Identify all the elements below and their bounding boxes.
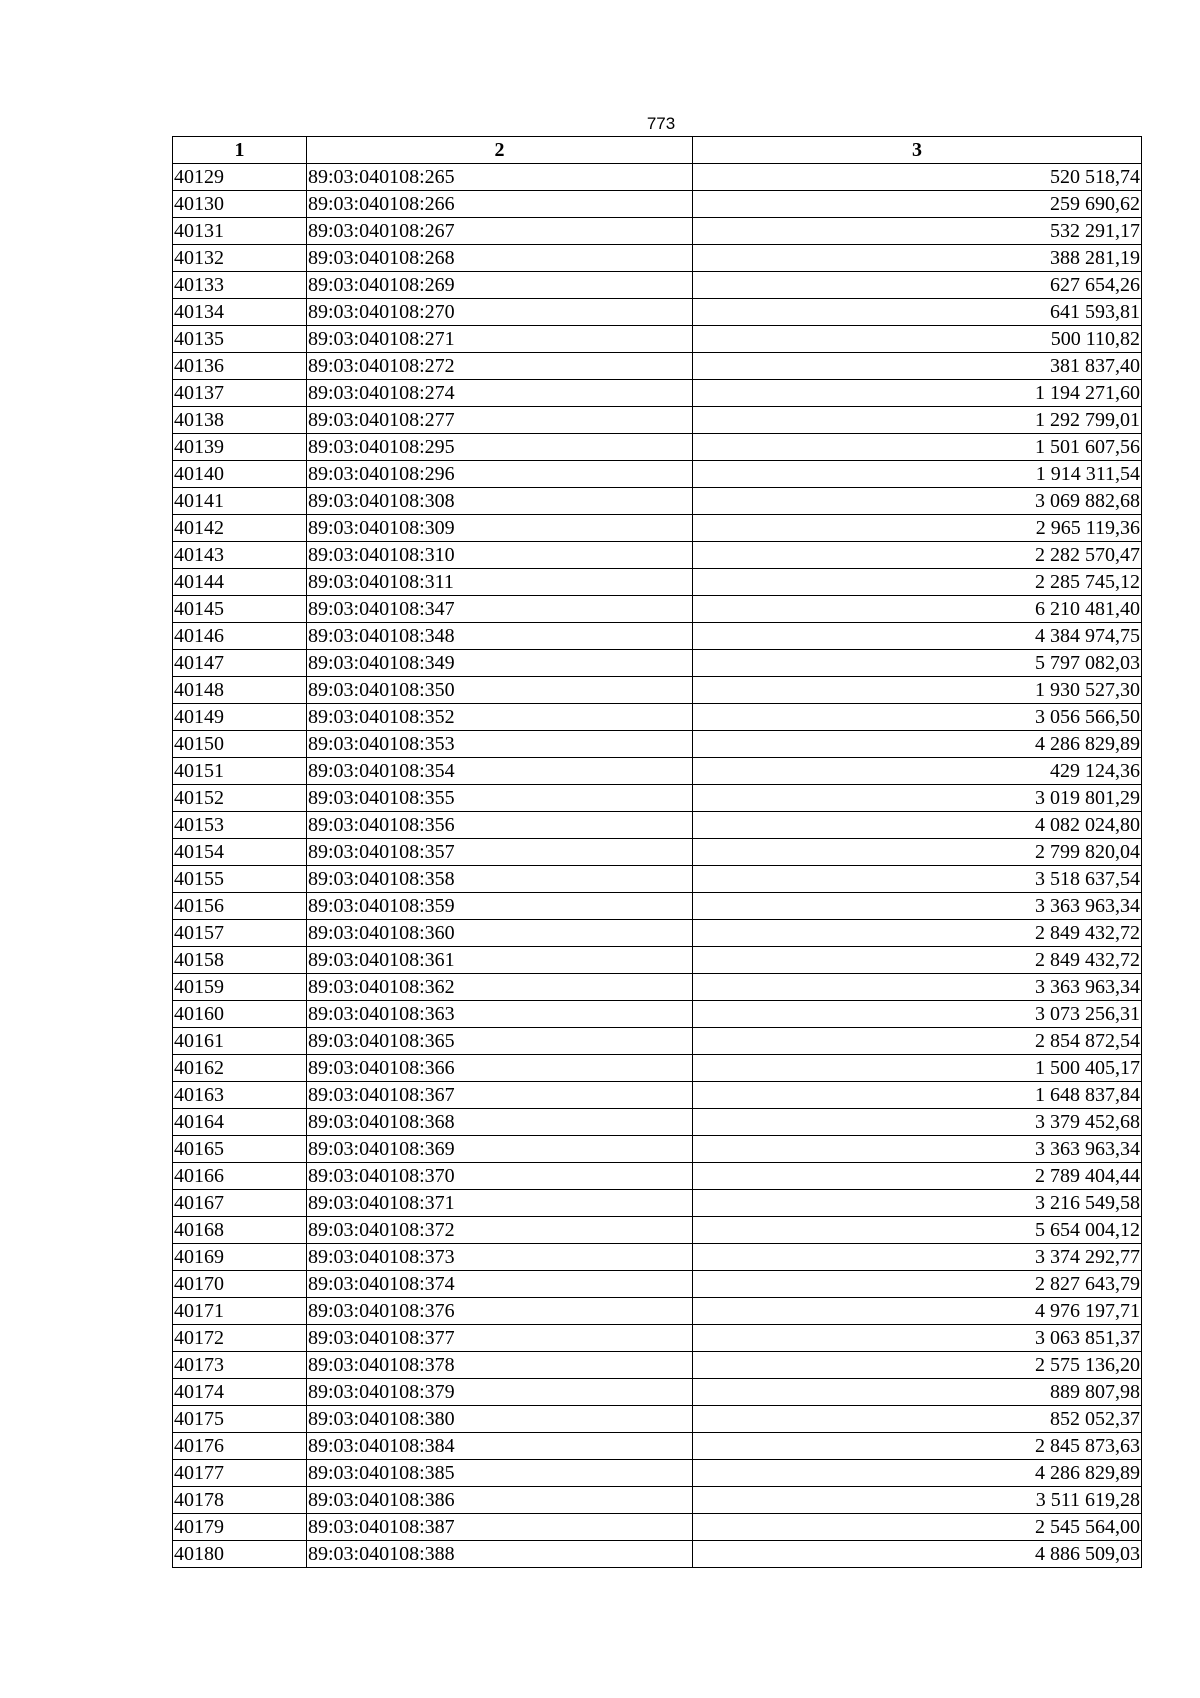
value-cell: 1 501 607,56 [693, 434, 1142, 461]
row-number-cell: 40135 [173, 326, 307, 353]
cadastral-number-cell: 89:03:040108:353 [307, 731, 693, 758]
column-header-2: 2 [307, 137, 693, 164]
cadastral-number-cell: 89:03:040108:309 [307, 515, 693, 542]
value-cell: 532 291,17 [693, 218, 1142, 245]
value-cell: 2 965 119,36 [693, 515, 1142, 542]
cadastral-number-cell: 89:03:040108:352 [307, 704, 693, 731]
table-row [173, 839, 1142, 866]
row-number-cell: 40175 [173, 1406, 307, 1433]
value-cell: 4 082 024,80 [693, 812, 1142, 839]
table-row [173, 704, 1142, 731]
table-row [173, 542, 1142, 569]
row-number-cell: 40138 [173, 407, 307, 434]
table-body [173, 164, 1142, 1568]
table-row [173, 974, 1142, 1001]
cadastral-number-cell: 89:03:040108:376 [307, 1298, 693, 1325]
table-row [173, 1271, 1142, 1298]
row-number-cell: 40177 [173, 1460, 307, 1487]
cadastral-number-cell: 89:03:040108:368 [307, 1109, 693, 1136]
row-number-cell: 40145 [173, 596, 307, 623]
value-cell: 889 807,98 [693, 1379, 1142, 1406]
cadastral-number-cell: 89:03:040108:384 [307, 1433, 693, 1460]
table-row [173, 1001, 1142, 1028]
row-number-cell: 40174 [173, 1379, 307, 1406]
row-number-cell: 40149 [173, 704, 307, 731]
cadastral-number-cell: 89:03:040108:358 [307, 866, 693, 893]
cadastral-number-cell: 89:03:040108:379 [307, 1379, 693, 1406]
row-number-cell: 40144 [173, 569, 307, 596]
value-cell: 2 285 745,12 [693, 569, 1142, 596]
table-row [173, 461, 1142, 488]
row-number-cell: 40143 [173, 542, 307, 569]
value-cell: 388 281,19 [693, 245, 1142, 272]
row-number-cell: 40162 [173, 1055, 307, 1082]
value-cell: 3 073 256,31 [693, 1001, 1142, 1028]
value-cell: 2 849 432,72 [693, 947, 1142, 974]
table-row [173, 191, 1142, 218]
row-number-cell: 40151 [173, 758, 307, 785]
value-cell: 3 216 549,58 [693, 1190, 1142, 1217]
row-number-cell: 40132 [173, 245, 307, 272]
cadastral-number-cell: 89:03:040108:349 [307, 650, 693, 677]
row-number-cell: 40147 [173, 650, 307, 677]
table-row [173, 1136, 1142, 1163]
row-number-cell: 40129 [173, 164, 307, 191]
table-row [173, 407, 1142, 434]
value-cell: 4 286 829,89 [693, 1460, 1142, 1487]
value-cell: 4 886 509,03 [693, 1541, 1142, 1568]
row-number-cell: 40169 [173, 1244, 307, 1271]
row-number-cell: 40133 [173, 272, 307, 299]
row-number-cell: 40165 [173, 1136, 307, 1163]
row-number-cell: 40154 [173, 839, 307, 866]
value-cell: 641 593,81 [693, 299, 1142, 326]
cadastral-number-cell: 89:03:040108:359 [307, 893, 693, 920]
value-cell: 429 124,36 [693, 758, 1142, 785]
cadastral-number-cell: 89:03:040108:271 [307, 326, 693, 353]
row-number-cell: 40140 [173, 461, 307, 488]
value-cell: 3 363 963,34 [693, 974, 1142, 1001]
value-cell: 500 110,82 [693, 326, 1142, 353]
row-number-cell: 40176 [173, 1433, 307, 1460]
value-cell: 3 379 452,68 [693, 1109, 1142, 1136]
value-cell: 5 654 004,12 [693, 1217, 1142, 1244]
value-cell: 520 518,74 [693, 164, 1142, 191]
cadastral-number-cell: 89:03:040108:360 [307, 920, 693, 947]
value-cell: 1 930 527,30 [693, 677, 1142, 704]
page-number: 773 [646, 114, 676, 133]
column-header-3: 3 [693, 137, 1142, 164]
row-number-cell: 40163 [173, 1082, 307, 1109]
cadastral-number-cell: 89:03:040108:310 [307, 542, 693, 569]
table-row [173, 1460, 1142, 1487]
table-row [173, 272, 1142, 299]
value-cell: 3 063 851,37 [693, 1325, 1142, 1352]
value-cell: 627 654,26 [693, 272, 1142, 299]
cadastral-number-cell: 89:03:040108:366 [307, 1055, 693, 1082]
row-number-cell: 40131 [173, 218, 307, 245]
cadastral-number-cell: 89:03:040108:296 [307, 461, 693, 488]
value-cell: 3 019 801,29 [693, 785, 1142, 812]
value-cell: 2 845 873,63 [693, 1433, 1142, 1460]
registry-table [172, 136, 1142, 1568]
table-row [173, 353, 1142, 380]
cadastral-number-cell: 89:03:040108:374 [307, 1271, 693, 1298]
value-cell: 3 518 637,54 [693, 866, 1142, 893]
table-row [173, 785, 1142, 812]
value-cell: 1 292 799,01 [693, 407, 1142, 434]
table-row [173, 1082, 1142, 1109]
cadastral-number-cell: 89:03:040108:266 [307, 191, 693, 218]
cadastral-number-cell: 89:03:040108:274 [307, 380, 693, 407]
cadastral-number-cell: 89:03:040108:367 [307, 1082, 693, 1109]
cadastral-number-cell: 89:03:040108:370 [307, 1163, 693, 1190]
row-number-cell: 40141 [173, 488, 307, 515]
row-number-cell: 40164 [173, 1109, 307, 1136]
value-cell: 3 056 566,50 [693, 704, 1142, 731]
value-cell: 4 384 974,75 [693, 623, 1142, 650]
cadastral-number-cell: 89:03:040108:295 [307, 434, 693, 461]
value-cell: 5 797 082,03 [693, 650, 1142, 677]
value-cell: 4 286 829,89 [693, 731, 1142, 758]
cadastral-number-cell: 89:03:040108:269 [307, 272, 693, 299]
table-row [173, 1379, 1142, 1406]
cadastral-number-cell: 89:03:040108:277 [307, 407, 693, 434]
table-row [173, 1514, 1142, 1541]
table-row [173, 731, 1142, 758]
cadastral-number-cell: 89:03:040108:272 [307, 353, 693, 380]
value-cell: 3 374 292,77 [693, 1244, 1142, 1271]
table-row [173, 218, 1142, 245]
table-row [173, 812, 1142, 839]
row-number-cell: 40180 [173, 1541, 307, 1568]
table-row [173, 947, 1142, 974]
value-cell: 6 210 481,40 [693, 596, 1142, 623]
cadastral-number-cell: 89:03:040108:355 [307, 785, 693, 812]
cadastral-number-cell: 89:03:040108:372 [307, 1217, 693, 1244]
cadastral-number-cell: 89:03:040108:265 [307, 164, 693, 191]
cadastral-number-cell: 89:03:040108:387 [307, 1514, 693, 1541]
table-row [173, 434, 1142, 461]
table-row [173, 1109, 1142, 1136]
table-row [173, 1406, 1142, 1433]
row-number-cell: 40137 [173, 380, 307, 407]
row-number-cell: 40136 [173, 353, 307, 380]
row-number-cell: 40153 [173, 812, 307, 839]
row-number-cell: 40130 [173, 191, 307, 218]
value-cell: 2 849 432,72 [693, 920, 1142, 947]
row-number-cell: 40142 [173, 515, 307, 542]
value-cell: 381 837,40 [693, 353, 1142, 380]
cadastral-number-cell: 89:03:040108:385 [307, 1460, 693, 1487]
cadastral-number-cell: 89:03:040108:369 [307, 1136, 693, 1163]
row-number-cell: 40179 [173, 1514, 307, 1541]
cadastral-number-cell: 89:03:040108:365 [307, 1028, 693, 1055]
table-row [173, 1433, 1142, 1460]
value-cell: 2 575 136,20 [693, 1352, 1142, 1379]
value-cell: 2 827 643,79 [693, 1271, 1142, 1298]
cadastral-number-cell: 89:03:040108:268 [307, 245, 693, 272]
table-row [173, 1028, 1142, 1055]
cadastral-number-cell: 89:03:040108:347 [307, 596, 693, 623]
row-number-cell: 40159 [173, 974, 307, 1001]
cadastral-number-cell: 89:03:040108:373 [307, 1244, 693, 1271]
value-cell: 1 648 837,84 [693, 1082, 1142, 1109]
table-row [173, 893, 1142, 920]
cadastral-number-cell: 89:03:040108:378 [307, 1352, 693, 1379]
table-header [173, 137, 1142, 164]
value-cell: 852 052,37 [693, 1406, 1142, 1433]
table-row [173, 569, 1142, 596]
row-number-cell: 40172 [173, 1325, 307, 1352]
cadastral-number-cell: 89:03:040108:311 [307, 569, 693, 596]
row-number-cell: 40155 [173, 866, 307, 893]
cadastral-number-cell: 89:03:040108:348 [307, 623, 693, 650]
row-number-cell: 40139 [173, 434, 307, 461]
cadastral-number-cell: 89:03:040108:267 [307, 218, 693, 245]
cadastral-number-cell: 89:03:040108:350 [307, 677, 693, 704]
table-row [173, 758, 1142, 785]
table-row [173, 515, 1142, 542]
table-row [173, 920, 1142, 947]
table-row [173, 299, 1142, 326]
cadastral-number-cell: 89:03:040108:270 [307, 299, 693, 326]
value-cell: 3 069 882,68 [693, 488, 1142, 515]
table-row [173, 1487, 1142, 1514]
row-number-cell: 40158 [173, 947, 307, 974]
row-number-cell: 40178 [173, 1487, 307, 1514]
row-number-cell: 40157 [173, 920, 307, 947]
table-row [173, 866, 1142, 893]
row-number-cell: 40134 [173, 299, 307, 326]
table-row [173, 326, 1142, 353]
row-number-cell: 40171 [173, 1298, 307, 1325]
row-number-cell: 40152 [173, 785, 307, 812]
table-row [173, 1190, 1142, 1217]
cadastral-number-cell: 89:03:040108:362 [307, 974, 693, 1001]
row-number-cell: 40167 [173, 1190, 307, 1217]
table-row [173, 623, 1142, 650]
row-number-cell: 40156 [173, 893, 307, 920]
row-number-cell: 40160 [173, 1001, 307, 1028]
table-row [173, 1541, 1142, 1568]
cadastral-number-cell: 89:03:040108:388 [307, 1541, 693, 1568]
cadastral-number-cell: 89:03:040108:386 [307, 1487, 693, 1514]
cadastral-number-cell: 89:03:040108:380 [307, 1406, 693, 1433]
table-row [173, 1298, 1142, 1325]
value-cell: 2 799 820,04 [693, 839, 1142, 866]
cadastral-number-cell: 89:03:040108:377 [307, 1325, 693, 1352]
table-row [173, 1163, 1142, 1190]
cadastral-number-cell: 89:03:040108:356 [307, 812, 693, 839]
value-cell: 1 500 405,17 [693, 1055, 1142, 1082]
value-cell: 4 976 197,71 [693, 1298, 1142, 1325]
cadastral-number-cell: 89:03:040108:354 [307, 758, 693, 785]
row-number-cell: 40173 [173, 1352, 307, 1379]
table-row [173, 380, 1142, 407]
value-cell: 3 511 619,28 [693, 1487, 1142, 1514]
table-row [173, 1244, 1142, 1271]
column-header-1: 1 [173, 137, 307, 164]
value-cell: 1 194 271,60 [693, 380, 1142, 407]
table-row [173, 1352, 1142, 1379]
table-row [173, 1055, 1142, 1082]
cadastral-number-cell: 89:03:040108:357 [307, 839, 693, 866]
row-number-cell: 40146 [173, 623, 307, 650]
value-cell: 2 854 872,54 [693, 1028, 1142, 1055]
table-row [173, 245, 1142, 272]
value-cell: 2 282 570,47 [693, 542, 1142, 569]
value-cell: 2 545 564,00 [693, 1514, 1142, 1541]
cadastral-number-cell: 89:03:040108:308 [307, 488, 693, 515]
table-row [173, 488, 1142, 515]
value-cell: 259 690,62 [693, 191, 1142, 218]
row-number-cell: 40161 [173, 1028, 307, 1055]
value-cell: 2 789 404,44 [693, 1163, 1142, 1190]
cadastral-number-cell: 89:03:040108:361 [307, 947, 693, 974]
value-cell: 3 363 963,34 [693, 1136, 1142, 1163]
value-cell: 1 914 311,54 [693, 461, 1142, 488]
header-row [173, 137, 1142, 164]
value-cell: 3 363 963,34 [693, 893, 1142, 920]
row-number-cell: 40168 [173, 1217, 307, 1244]
table-row [173, 1217, 1142, 1244]
table-row [173, 677, 1142, 704]
table-row [173, 650, 1142, 677]
table-row [173, 164, 1142, 191]
row-number-cell: 40170 [173, 1271, 307, 1298]
row-number-cell: 40148 [173, 677, 307, 704]
cadastral-number-cell: 89:03:040108:363 [307, 1001, 693, 1028]
row-number-cell: 40150 [173, 731, 307, 758]
table-row [173, 1325, 1142, 1352]
table-row [173, 596, 1142, 623]
cadastral-number-cell: 89:03:040108:371 [307, 1190, 693, 1217]
row-number-cell: 40166 [173, 1163, 307, 1190]
